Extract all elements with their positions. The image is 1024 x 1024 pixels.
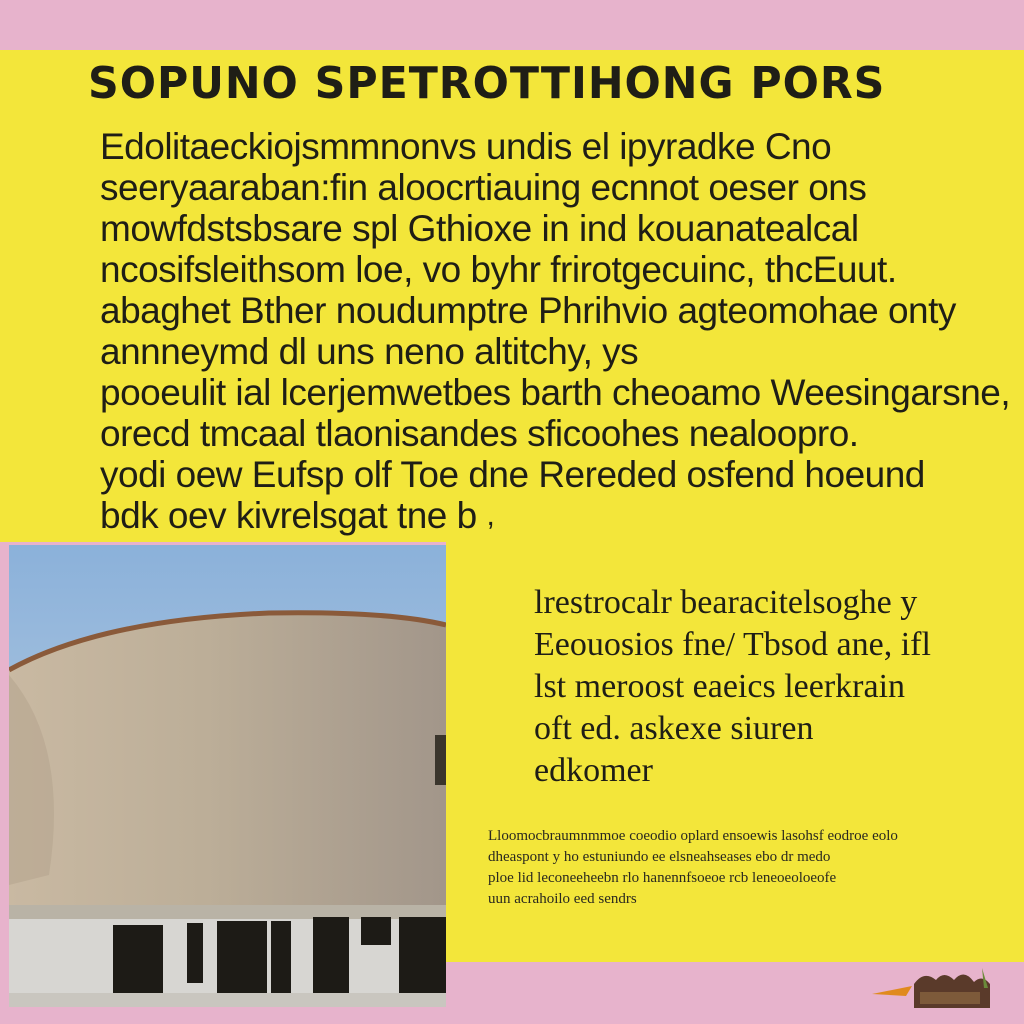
window <box>113 925 163 993</box>
body-line: Edolitaeckiojsmmnonvs undis el ipyradke Cno <box>100 126 832 167</box>
stray-mark: , <box>486 499 495 532</box>
body-line: abaghet Bther noudumptre Phrihvio agteomohae onty <box>100 290 956 331</box>
window <box>217 921 267 993</box>
fine-line: dheaspont y ho estuniundo ee elsneahseases ebo dr medo <box>488 849 831 865</box>
side-paragraph <box>534 582 1014 792</box>
fine-line: Lloomocbraumnmmoe coeodio oplard ensoewis lasohsf eodroe eolo <box>488 828 898 844</box>
side-line: lrestrocalr bearacitelsoghe y <box>534 584 918 621</box>
body-line: mowfdstsbsare spl Gthioxe in ind kouanatealcal <box>100 208 859 249</box>
body-line: yodi oew Eufsp olf Toe dne Rereded osfend hoeund <box>100 454 925 495</box>
building-photo <box>9 545 446 1007</box>
window <box>361 917 391 945</box>
window <box>313 917 349 993</box>
body-paragraph <box>100 126 1011 536</box>
corner-logo <box>872 962 1012 1012</box>
side-line: Eeouosios fne/ Tbsod ane, ifl <box>534 626 931 663</box>
wall-fixture <box>435 735 446 785</box>
fine-print <box>488 826 1018 910</box>
page-headline: SOPUNO SPETROTTIHONG PORS <box>88 58 886 109</box>
side-line: oft ed. askexe siuren <box>534 710 814 747</box>
body-line: orecd tmcaal tlaonisandes sficoohes nealoopro. <box>100 413 859 454</box>
window <box>187 923 203 983</box>
window <box>271 921 291 993</box>
body-line: ncosifsleithsom loe, vo byhr frirotgecuinc, thcEuut. <box>100 249 897 290</box>
window <box>399 917 446 993</box>
body-line: pooeulit ial lcerjemwetbes barth cheoamo Weesingarsne, <box>100 372 1011 413</box>
floor-ledge <box>9 905 446 919</box>
curved-wall <box>9 613 446 925</box>
body-line: annneymd dl uns neno altitchy, ys <box>100 331 639 372</box>
body-line: seeryaaraban:fin aloocrtiauing ecnnot oeser ons <box>100 167 867 208</box>
side-line: lst meroost eaeics leerkrain <box>534 668 906 705</box>
building-illustration <box>9 545 446 1007</box>
side-line: edkomer <box>534 752 653 789</box>
pavement <box>9 993 446 1007</box>
body-line-text: bdk oev kivrelsgat tne b <box>100 495 477 536</box>
body-line-last <box>100 495 1000 536</box>
fine-line: ploe lid leconeeheebn rlo hanennfsoeoe rcb leneoeoloeofe <box>488 870 837 886</box>
fine-line: uun acrahoilo eed sendrs <box>488 891 637 907</box>
